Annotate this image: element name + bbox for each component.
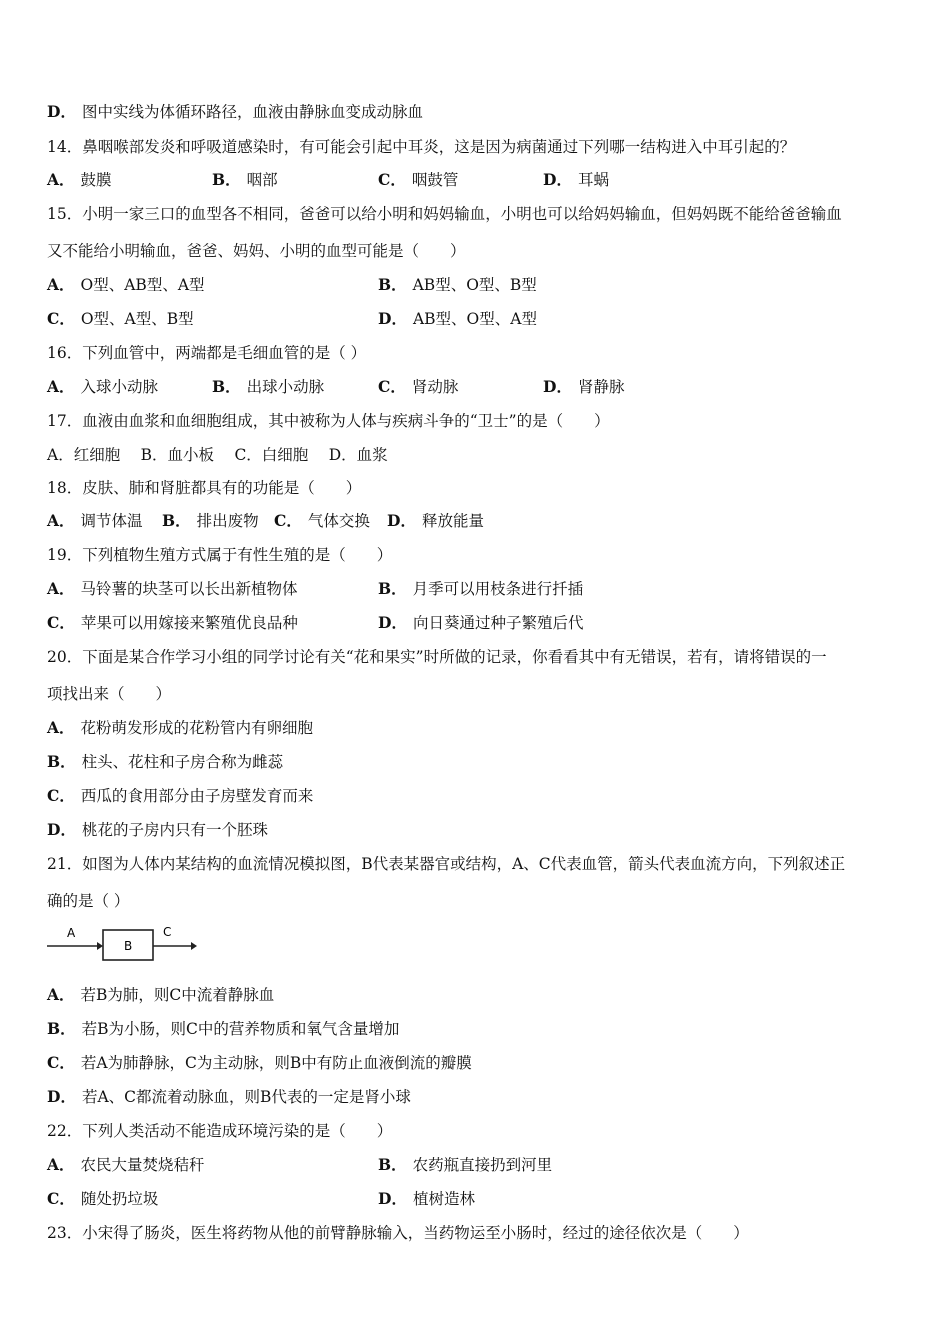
- option-label: B．: [378, 275, 407, 294]
- option-label: B．: [378, 1155, 407, 1174]
- option-label: D．: [387, 511, 416, 530]
- option-label: C．: [378, 170, 406, 189]
- option-text: 肾静脉: [577, 378, 625, 396]
- q21-option-d: [47, 1086, 411, 1108]
- option-text: 调节体温: [80, 512, 143, 530]
- q18-option-c: [274, 510, 370, 532]
- option-text: 排出废物: [196, 512, 259, 530]
- option-text: 出球小动脉: [246, 378, 325, 396]
- option-text: 若B为肺，则C中流着静脉血: [80, 986, 275, 1004]
- option-label: C．: [47, 786, 75, 805]
- q16-option-c: [378, 376, 458, 398]
- option-text: 柱头、花柱和子房合称为雌蕊: [81, 753, 284, 771]
- option-label: C．: [47, 1053, 75, 1072]
- q22-option-c: [47, 1188, 158, 1210]
- option-text: 咽鼓管: [411, 171, 459, 189]
- arrow-head-c: [191, 942, 197, 950]
- q22-option-b: [378, 1154, 552, 1176]
- option-label: B．: [162, 511, 191, 530]
- q14-option-a: [47, 169, 112, 191]
- option-text: 桃花的子房内只有一个胚珠: [81, 821, 268, 839]
- q20-option-d: [47, 819, 268, 841]
- q14-stem: 14．鼻咽喉部发炎和呼吸道感染时，有可能会引起中耳炎，这是因为病菌通过下列哪一结构进入中耳引起的？: [47, 138, 796, 156]
- option-label: C．: [274, 511, 302, 530]
- option-label: D．: [378, 309, 407, 328]
- option-label: C．: [378, 377, 406, 396]
- q17-stem: 17．血液由血浆和血细胞组成，其中被称为人体与疾病斗争的“卫士”的是（ ）: [47, 412, 610, 430]
- option-text: 若B为小肠，则C中的营养物质和氧气含量增加: [81, 1020, 400, 1038]
- option-text: 鼓膜: [80, 171, 112, 189]
- option-text: 若A为肺静脉，C为主动脉，则B中有防止血液倒流的瓣膜: [80, 1054, 472, 1072]
- q19-stem: 19．下列植物生殖方式属于有性生殖的是（ ）: [47, 546, 393, 564]
- q21-option-c: [47, 1052, 472, 1074]
- q22-stem: 22．下列人类活动不能造成环境污染的是（ ）: [47, 1122, 393, 1140]
- q15-option-b: [378, 274, 537, 296]
- q18-stem: 18．皮肤、肺和肾脏都具有的功能是（ ）: [47, 479, 362, 497]
- option-label: A．: [47, 985, 75, 1004]
- option-text: 肾动脉: [411, 378, 459, 396]
- option-text: AB型、O型、A型: [412, 310, 537, 328]
- q16-option-a: [47, 376, 158, 398]
- option-label: B．: [212, 377, 241, 396]
- arrow-head-a: [97, 942, 103, 950]
- q13-option-d: [47, 101, 423, 123]
- label-c: C: [163, 925, 172, 939]
- option-text: 随处扔垃圾: [80, 1190, 159, 1208]
- blood-flow-diagram: [45, 922, 205, 964]
- q18-option-b: [162, 510, 259, 532]
- option-text: 耳蜗: [577, 171, 609, 189]
- option-text: O型、A型、B型: [80, 310, 194, 328]
- q16-option-b: [212, 376, 324, 398]
- q18-option-d: [387, 510, 484, 532]
- q21-stem-line1: 21．如图为人体内某结构的血流情况模拟图，B代表某器官或结构，A、C代表血管，箭头代表血流方向，下列叙述正: [47, 855, 846, 873]
- q17-options: A．红细胞 B．血小板 C．白细胞 D．血浆: [47, 446, 388, 464]
- q16-option-d: [543, 376, 624, 398]
- option-label: C．: [47, 1189, 75, 1208]
- q18-option-a: [47, 510, 143, 532]
- option-label: B．: [212, 170, 241, 189]
- option-text: 苹果可以用嫁接来繁殖优良品种: [80, 614, 298, 632]
- option-text: 若A、C都流着动脉血，则B代表的一定是肾小球: [81, 1088, 411, 1106]
- q16-stem: 16．下列血管中，两端都是毛细血管的是（ ）: [47, 344, 367, 362]
- q14-option-b: [212, 169, 278, 191]
- q19-option-a: [47, 578, 298, 600]
- option-text: AB型、O型、B型: [412, 276, 537, 294]
- q22-option-d: [378, 1188, 475, 1210]
- option-label: D．: [378, 1189, 407, 1208]
- option-label: D．: [47, 820, 76, 839]
- option-text: 释放能量: [421, 512, 484, 530]
- q15-stem-line1: 15．小明一家三口的血型各不相同，爸爸可以给小明和妈妈输血，小明也可以给妈妈输血，但妈妈既不能给爸爸输血: [47, 205, 842, 223]
- q22-option-a: [47, 1154, 205, 1176]
- q19-option-d: [378, 612, 583, 634]
- option-label: D．: [47, 102, 76, 121]
- option-text: 月季可以用枝条进行扦插: [412, 580, 584, 598]
- q19-option-c: [47, 612, 298, 634]
- option-text: 植树造林: [412, 1190, 475, 1208]
- option-label: A．: [47, 275, 75, 294]
- q15-stem-line2: 又不能给小明输血，爸爸、妈妈、小明的血型可能是（ ）: [47, 242, 466, 260]
- option-label: D．: [47, 1087, 76, 1106]
- option-label: A．: [47, 718, 75, 737]
- option-label: D．: [543, 377, 572, 396]
- option-text: 气体交换: [307, 512, 370, 530]
- option-label: A．: [47, 511, 75, 530]
- option-text: 马铃薯的块茎可以长出新植物体: [80, 580, 298, 598]
- q19-option-b: [378, 578, 583, 600]
- q20-option-a: [47, 717, 313, 739]
- q23-stem: 23．小宋得了肠炎，医生将药物从他的前臂静脉输入，当药物运至小肠时，经过的途径依次是（ ）: [47, 1224, 749, 1242]
- label-a: A: [67, 926, 76, 940]
- option-text: 入球小动脉: [80, 378, 159, 396]
- option-text: 农药瓶直接扔到河里: [412, 1156, 553, 1174]
- option-text: 花粉萌发形成的花粉管内有卵细胞: [80, 719, 314, 737]
- q21-option-b: [47, 1018, 399, 1040]
- option-label: D．: [543, 170, 572, 189]
- q15-option-c: [47, 308, 194, 330]
- q15-option-a: [47, 274, 205, 296]
- option-label: B．: [378, 579, 407, 598]
- q20-stem-line2: 项找出来（ ）: [47, 685, 172, 703]
- option-text: 西瓜的食用部分由子房壁发育而来: [80, 787, 314, 805]
- q20-option-b: [47, 751, 283, 773]
- q15-option-d: [378, 308, 537, 330]
- q20-option-c: [47, 785, 313, 807]
- option-label: A．: [47, 1155, 75, 1174]
- option-text: 图中实线为体循环路径，血液由静脉血变成动脉血: [81, 103, 423, 121]
- option-text: O型、AB型、A型: [80, 276, 205, 294]
- q20-stem-line1: 20．下面是某合作学习小组的同学讨论有关“花和果实”时所做的记录，你看看其中有无错误，若有，请将错误的一: [47, 648, 827, 666]
- option-label: A．: [47, 170, 75, 189]
- option-text: 农民大量焚烧秸秆: [80, 1156, 205, 1174]
- q21-stem-line2: 确的是（ ）: [47, 892, 130, 910]
- option-label: B．: [47, 752, 76, 771]
- option-label: C．: [47, 309, 75, 328]
- option-label: C．: [47, 613, 75, 632]
- option-label: A．: [47, 579, 75, 598]
- q21-option-a: [47, 984, 274, 1006]
- option-text: 咽部: [246, 171, 278, 189]
- option-label: A．: [47, 377, 75, 396]
- label-b: B: [124, 939, 133, 953]
- option-label: D．: [378, 613, 407, 632]
- option-text: 向日葵通过种子繁殖后代: [412, 614, 584, 632]
- option-label: B．: [47, 1019, 76, 1038]
- q14-option-d: [543, 169, 609, 191]
- q14-option-c: [378, 169, 458, 191]
